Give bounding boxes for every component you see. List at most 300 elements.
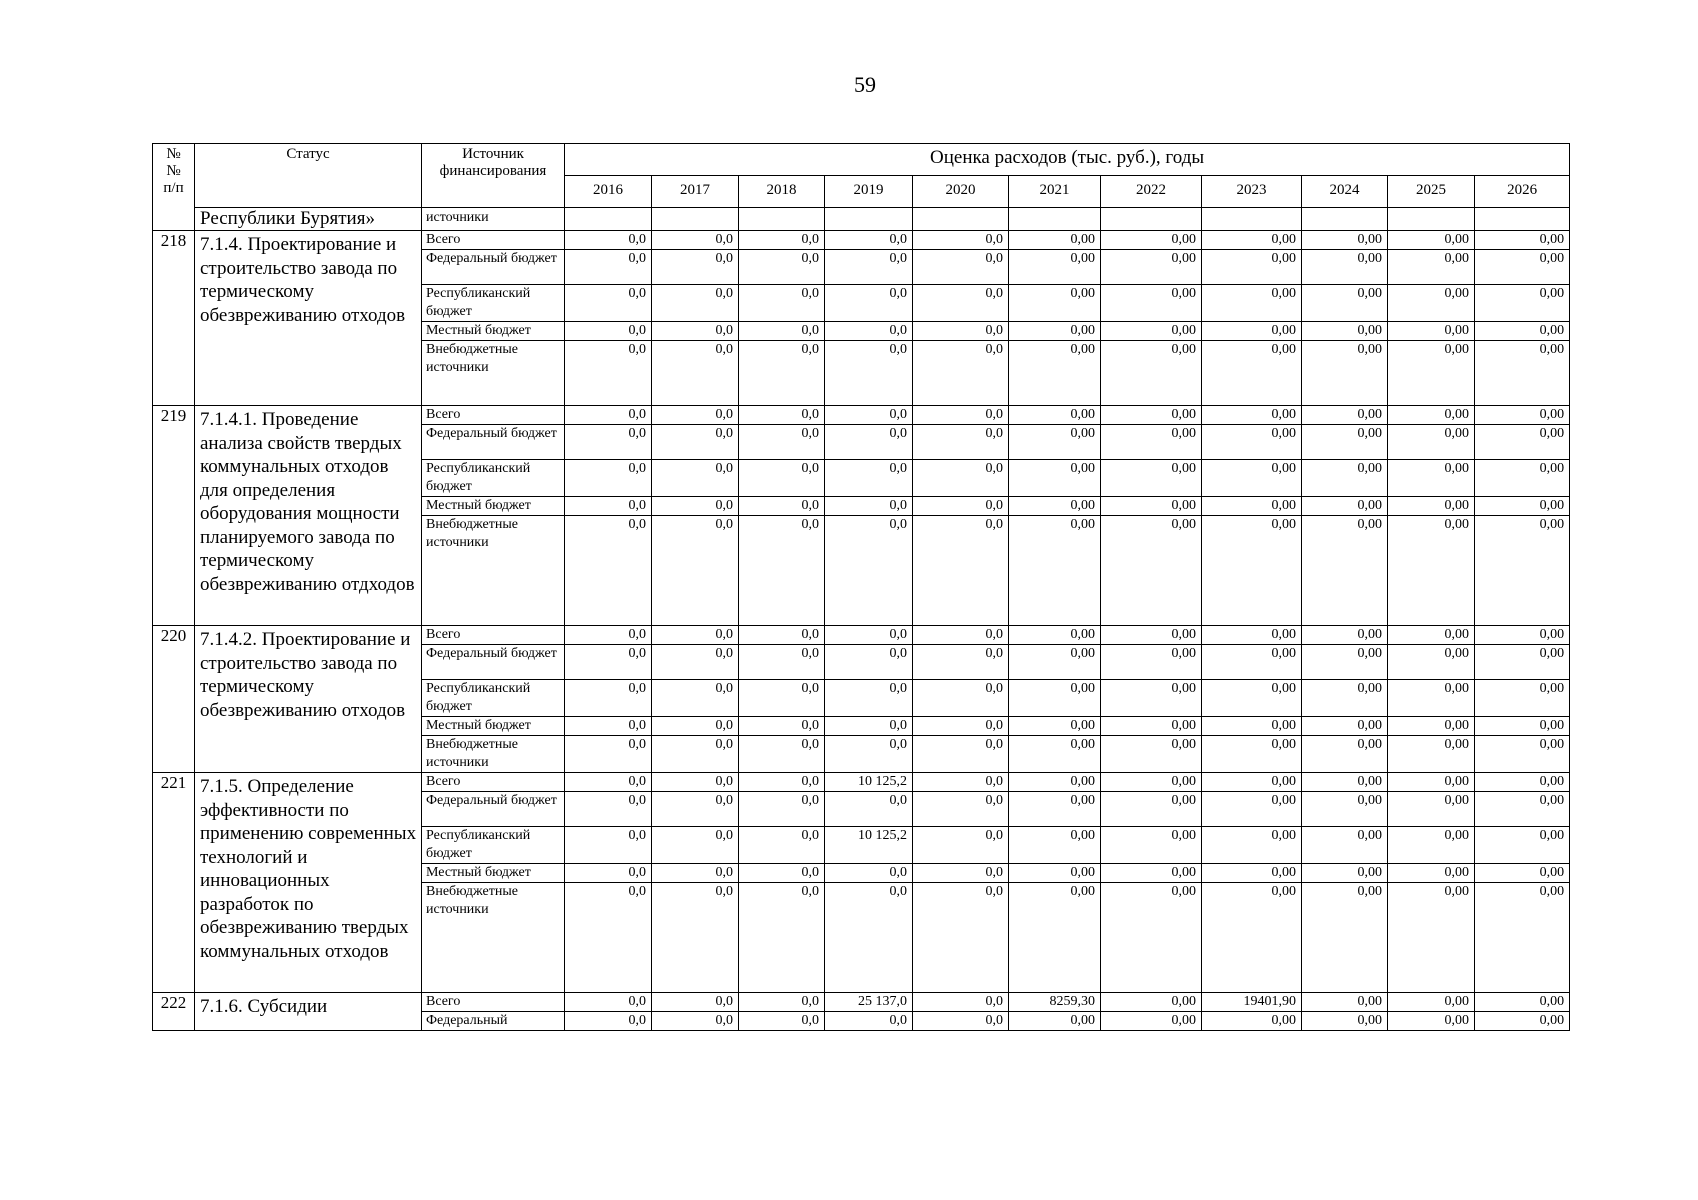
- value-cell: 0,00: [1302, 680, 1388, 717]
- header-num: № № п/п: [153, 144, 195, 231]
- value-cell: 0,0: [565, 406, 652, 425]
- value-cell: 0,0: [739, 406, 825, 425]
- value-cell: 0,00: [1388, 285, 1475, 322]
- value-cell: 0,00: [1302, 341, 1388, 406]
- value-cell: 0,00: [1388, 993, 1475, 1012]
- value-cell: 0,0: [825, 231, 913, 250]
- value-cell: 0,00: [1388, 827, 1475, 864]
- funding-source: Всего: [422, 626, 565, 645]
- value-cell: 0,00: [1101, 827, 1202, 864]
- value-cell: 0,0: [652, 322, 739, 341]
- value-cell: 0,00: [1202, 773, 1302, 792]
- value-cell: 0,0: [565, 864, 652, 883]
- value-cell: 0,0: [913, 497, 1009, 516]
- value-cell: 0,00: [1475, 773, 1570, 792]
- value-cell: 0,00: [1101, 773, 1202, 792]
- value-cell: 0,00: [1009, 827, 1101, 864]
- value-cell: 0,00: [1202, 516, 1302, 626]
- value-cell: 0,00: [1202, 497, 1302, 516]
- value-cell: 0,00: [1302, 864, 1388, 883]
- value-cell: 0,0: [913, 883, 1009, 993]
- value-cell: 0,00: [1302, 645, 1388, 680]
- table-row: [153, 231, 1570, 250]
- value-cell: 0,0: [739, 864, 825, 883]
- value-cell: 0,0: [825, 406, 913, 425]
- value-cell: 0,0: [652, 1012, 739, 1031]
- value-cell: 0,0: [652, 827, 739, 864]
- continuation-status: Республики Бурятия»: [195, 208, 422, 231]
- value-cell: 0,00: [1388, 680, 1475, 717]
- value-cell: 0,0: [913, 250, 1009, 285]
- value-cell: 0,0: [652, 864, 739, 883]
- funding-source: Федеральный: [422, 1012, 565, 1031]
- value-cell: 0,00: [1388, 773, 1475, 792]
- value-cell: 0,0: [565, 285, 652, 322]
- value-cell: 0,00: [1302, 827, 1388, 864]
- value-cell: 0,0: [913, 322, 1009, 341]
- value-cell: 0,00: [1302, 497, 1388, 516]
- row-number: 220: [153, 626, 195, 773]
- value-cell: 0,00: [1101, 250, 1202, 285]
- funding-source: Республиканский бюджет: [422, 460, 565, 497]
- value-cell: 0,00: [1009, 736, 1101, 773]
- value-cell: 0,00: [1101, 497, 1202, 516]
- funding-source: Федеральный бюджет: [422, 645, 565, 680]
- value-cell: 0,00: [1388, 626, 1475, 645]
- value-cell: 0,0: [739, 460, 825, 497]
- value-cell: 0,00: [1202, 827, 1302, 864]
- value-cell: 0,0: [739, 680, 825, 717]
- value-cell: 0,0: [739, 883, 825, 993]
- continuation-empty-cell: [1101, 208, 1202, 231]
- value-cell: 0,0: [825, 1012, 913, 1031]
- funding-source: Внебюджетные источники: [422, 883, 565, 993]
- value-cell: 0,0: [825, 680, 913, 717]
- value-cell: 0,00: [1302, 425, 1388, 460]
- value-cell: 0,0: [565, 792, 652, 827]
- value-cell: 0,00: [1388, 341, 1475, 406]
- value-cell: 0,00: [1101, 516, 1202, 626]
- value-cell: 0,0: [739, 516, 825, 626]
- value-cell: 0,00: [1202, 626, 1302, 645]
- row-number: 222: [153, 993, 195, 1031]
- value-cell: 10 125,2: [825, 827, 913, 864]
- value-cell: 0,00: [1475, 250, 1570, 285]
- value-cell: 0,0: [913, 516, 1009, 626]
- header-year-2024: 2024: [1302, 176, 1388, 208]
- value-cell: 0,0: [825, 285, 913, 322]
- value-cell: 0,00: [1388, 516, 1475, 626]
- value-cell: 0,00: [1202, 717, 1302, 736]
- value-cell: 0,00: [1101, 1012, 1202, 1031]
- value-cell: 0,0: [913, 341, 1009, 406]
- value-cell: 0,00: [1388, 250, 1475, 285]
- value-cell: 0,00: [1202, 285, 1302, 322]
- continuation-empty-cell: [565, 208, 652, 231]
- header-source: Источник финансирования: [422, 144, 565, 208]
- value-cell: 0,0: [825, 792, 913, 827]
- value-cell: 0,0: [739, 645, 825, 680]
- value-cell: 0,00: [1202, 231, 1302, 250]
- value-cell: 0,0: [652, 406, 739, 425]
- value-cell: 0,0: [825, 883, 913, 993]
- value-cell: 0,00: [1009, 792, 1101, 827]
- value-cell: 0,0: [565, 460, 652, 497]
- value-cell: 0,0: [739, 497, 825, 516]
- value-cell: 0,00: [1009, 250, 1101, 285]
- value-cell: 0,00: [1009, 1012, 1101, 1031]
- continuation-empty-cell: [739, 208, 825, 231]
- value-cell: 0,0: [739, 250, 825, 285]
- value-cell: 8259,30: [1009, 993, 1101, 1012]
- funding-source: Местный бюджет: [422, 717, 565, 736]
- value-cell: 0,0: [913, 406, 1009, 425]
- value-cell: 0,0: [913, 680, 1009, 717]
- value-cell: 0,0: [825, 645, 913, 680]
- value-cell: 0,0: [825, 425, 913, 460]
- funding-source: Всего: [422, 993, 565, 1012]
- value-cell: 0,0: [565, 1012, 652, 1031]
- value-cell: 0,00: [1475, 717, 1570, 736]
- funding-source: Федеральный бюджет: [422, 250, 565, 285]
- value-cell: 0,00: [1101, 460, 1202, 497]
- value-cell: 0,0: [652, 460, 739, 497]
- value-cell: 0,0: [913, 792, 1009, 827]
- value-cell: 0,00: [1302, 883, 1388, 993]
- value-cell: 0,00: [1388, 864, 1475, 883]
- value-cell: 0,0: [913, 231, 1009, 250]
- value-cell: 0,00: [1101, 341, 1202, 406]
- value-cell: 0,0: [913, 864, 1009, 883]
- value-cell: 19401,90: [1202, 993, 1302, 1012]
- value-cell: 0,00: [1475, 864, 1570, 883]
- value-cell: 0,00: [1388, 792, 1475, 827]
- value-cell: 0,00: [1101, 736, 1202, 773]
- value-cell: 0,00: [1475, 231, 1570, 250]
- value-cell: 0,00: [1388, 717, 1475, 736]
- row-status: 7.1.4.1. Проведение анализа свойств твердых коммунальных отходов для определения оборудования мощности планируемого завода по термическому обезвреживанию отдходов: [195, 406, 422, 626]
- funding-source: Федеральный бюджет: [422, 792, 565, 827]
- header-year-2023: 2023: [1202, 176, 1302, 208]
- value-cell: 0,00: [1302, 773, 1388, 792]
- value-cell: 0,00: [1101, 425, 1202, 460]
- value-cell: 0,00: [1475, 285, 1570, 322]
- value-cell: 0,00: [1302, 406, 1388, 425]
- value-cell: 0,00: [1388, 883, 1475, 993]
- value-cell: 0,00: [1302, 1012, 1388, 1031]
- value-cell: 0,0: [652, 773, 739, 792]
- value-cell: 0,0: [825, 864, 913, 883]
- row-status: 7.1.6. Субсидии: [195, 993, 422, 1031]
- value-cell: 0,00: [1202, 1012, 1302, 1031]
- value-cell: 0,0: [913, 626, 1009, 645]
- continuation-empty-cell: [1009, 208, 1101, 231]
- value-cell: 0,0: [739, 993, 825, 1012]
- value-cell: 0,00: [1009, 322, 1101, 341]
- value-cell: 0,0: [652, 717, 739, 736]
- value-cell: 0,0: [739, 322, 825, 341]
- value-cell: 0,0: [565, 497, 652, 516]
- value-cell: 0,0: [913, 993, 1009, 1012]
- header-year-2019: 2019: [825, 176, 913, 208]
- value-cell: 0,00: [1475, 883, 1570, 993]
- row-status: 7.1.4. Проектирование и строительство завода по термическому обезвреживанию отходов: [195, 231, 422, 406]
- value-cell: 0,0: [565, 717, 652, 736]
- value-cell: 0,0: [652, 736, 739, 773]
- header-year-2018: 2018: [739, 176, 825, 208]
- value-cell: 0,00: [1009, 645, 1101, 680]
- value-cell: 0,00: [1388, 1012, 1475, 1031]
- value-cell: 0,00: [1475, 626, 1570, 645]
- header-year-2025: 2025: [1388, 176, 1475, 208]
- value-cell: 0,0: [565, 993, 652, 1012]
- table-row: [153, 626, 1570, 645]
- value-cell: 0,00: [1388, 736, 1475, 773]
- value-cell: 0,00: [1202, 645, 1302, 680]
- value-cell: 0,00: [1202, 341, 1302, 406]
- funding-source: Местный бюджет: [422, 497, 565, 516]
- value-cell: 0,00: [1009, 231, 1101, 250]
- value-cell: 0,0: [913, 717, 1009, 736]
- value-cell: 0,00: [1101, 406, 1202, 425]
- value-cell: 0,0: [825, 516, 913, 626]
- value-cell: 0,00: [1475, 680, 1570, 717]
- value-cell: 0,00: [1302, 322, 1388, 341]
- value-cell: 0,0: [652, 341, 739, 406]
- value-cell: 0,0: [565, 626, 652, 645]
- value-cell: 0,0: [652, 516, 739, 626]
- value-cell: 0,00: [1302, 231, 1388, 250]
- header-status: Статус: [195, 144, 422, 208]
- budget-table: [152, 143, 1570, 1031]
- value-cell: 0,00: [1101, 864, 1202, 883]
- value-cell: 0,0: [913, 773, 1009, 792]
- value-cell: 0,00: [1101, 645, 1202, 680]
- value-cell: 0,0: [652, 645, 739, 680]
- row-number: 218: [153, 231, 195, 406]
- value-cell: 0,0: [739, 425, 825, 460]
- value-cell: 0,0: [739, 717, 825, 736]
- continuation-empty-cell: [913, 208, 1009, 231]
- value-cell: 0,00: [1475, 322, 1570, 341]
- value-cell: 0,0: [565, 883, 652, 993]
- value-cell: 0,00: [1475, 406, 1570, 425]
- value-cell: 0,00: [1009, 773, 1101, 792]
- value-cell: 0,00: [1475, 460, 1570, 497]
- header-title: Оценка расходов (тыс. руб.), годы: [565, 144, 1570, 176]
- value-cell: 0,0: [739, 1012, 825, 1031]
- value-cell: 0,00: [1302, 516, 1388, 626]
- value-cell: 0,00: [1101, 231, 1202, 250]
- value-cell: 0,0: [739, 626, 825, 645]
- value-cell: 0,0: [652, 680, 739, 717]
- value-cell: 0,00: [1475, 736, 1570, 773]
- value-cell: 0,00: [1202, 250, 1302, 285]
- funding-source: Местный бюджет: [422, 322, 565, 341]
- continuation-source: источники: [422, 208, 565, 231]
- value-cell: 0,00: [1202, 406, 1302, 425]
- value-cell: 0,0: [825, 460, 913, 497]
- funding-source: Федеральный бюджет: [422, 425, 565, 460]
- continuation-empty-cell: [1302, 208, 1388, 231]
- value-cell: 0,0: [739, 736, 825, 773]
- value-cell: 0,00: [1101, 883, 1202, 993]
- value-cell: 0,00: [1202, 792, 1302, 827]
- funding-source: Республиканский бюджет: [422, 285, 565, 322]
- value-cell: 0,00: [1009, 626, 1101, 645]
- value-cell: 0,00: [1302, 993, 1388, 1012]
- continuation-empty-cell: [1388, 208, 1475, 231]
- funding-source: Внебюджетные источники: [422, 516, 565, 626]
- value-cell: 0,0: [565, 425, 652, 460]
- value-cell: 0,00: [1202, 322, 1302, 341]
- value-cell: 0,00: [1475, 516, 1570, 626]
- page-number: 59: [854, 72, 876, 97]
- value-cell: 10 125,2: [825, 773, 913, 792]
- value-cell: 0,00: [1009, 717, 1101, 736]
- value-cell: 0,00: [1302, 250, 1388, 285]
- header-year-2020: 2020: [913, 176, 1009, 208]
- table-row: [153, 993, 1570, 1012]
- value-cell: 0,00: [1009, 406, 1101, 425]
- value-cell: 0,00: [1388, 645, 1475, 680]
- row-status: 7.1.5. Определение эффективности по применению современных технологий и инновационных разработок по обезвреживанию твердых коммунальных отходов: [195, 773, 422, 993]
- value-cell: 0,00: [1475, 993, 1570, 1012]
- value-cell: 0,0: [565, 680, 652, 717]
- value-cell: 0,00: [1388, 497, 1475, 516]
- continuation-empty-cell: [1202, 208, 1302, 231]
- value-cell: 25 137,0: [825, 993, 913, 1012]
- value-cell: 0,00: [1202, 460, 1302, 497]
- value-cell: 0,0: [825, 626, 913, 645]
- value-cell: 0,00: [1302, 792, 1388, 827]
- value-cell: 0,00: [1101, 993, 1202, 1012]
- value-cell: 0,0: [913, 425, 1009, 460]
- value-cell: 0,00: [1302, 626, 1388, 645]
- value-cell: 0,0: [652, 231, 739, 250]
- value-cell: 0,0: [825, 497, 913, 516]
- header-year-2026: 2026: [1475, 176, 1570, 208]
- value-cell: 0,0: [652, 792, 739, 827]
- continuation-empty-cell: [652, 208, 739, 231]
- funding-source: Внебюджетные источники: [422, 341, 565, 406]
- value-cell: 0,00: [1475, 341, 1570, 406]
- funding-source: Республиканский бюджет: [422, 827, 565, 864]
- value-cell: 0,0: [739, 792, 825, 827]
- value-cell: 0,0: [739, 827, 825, 864]
- value-cell: 0,00: [1009, 680, 1101, 717]
- value-cell: 0,00: [1009, 497, 1101, 516]
- value-cell: 0,0: [913, 460, 1009, 497]
- value-cell: 0,00: [1101, 322, 1202, 341]
- funding-source: Всего: [422, 773, 565, 792]
- value-cell: 0,0: [739, 285, 825, 322]
- value-cell: 0,00: [1202, 736, 1302, 773]
- value-cell: 0,0: [565, 736, 652, 773]
- value-cell: 0,00: [1475, 645, 1570, 680]
- row-status: 7.1.4.2. Проектирование и строительство завода по термическому обезвреживанию отходов: [195, 626, 422, 773]
- value-cell: 0,0: [652, 250, 739, 285]
- value-cell: 0,0: [565, 250, 652, 285]
- value-cell: 0,0: [565, 322, 652, 341]
- row-number: 219: [153, 406, 195, 626]
- value-cell: 0,0: [913, 827, 1009, 864]
- value-cell: 0,00: [1388, 231, 1475, 250]
- funding-source: Местный бюджет: [422, 864, 565, 883]
- continuation-empty-cell: [825, 208, 913, 231]
- value-cell: 0,00: [1202, 864, 1302, 883]
- value-cell: 0,00: [1009, 864, 1101, 883]
- value-cell: 0,0: [652, 425, 739, 460]
- value-cell: 0,0: [739, 231, 825, 250]
- value-cell: 0,00: [1101, 717, 1202, 736]
- value-cell: 0,00: [1009, 883, 1101, 993]
- continuation-empty-cell: [1475, 208, 1570, 231]
- value-cell: 0,00: [1475, 497, 1570, 516]
- value-cell: 0,00: [1101, 626, 1202, 645]
- header-year-2017: 2017: [652, 176, 739, 208]
- header-year-2021: 2021: [1009, 176, 1101, 208]
- value-cell: 0,0: [565, 231, 652, 250]
- value-cell: 0,0: [565, 773, 652, 792]
- value-cell: 0,0: [565, 516, 652, 626]
- value-cell: 0,0: [652, 497, 739, 516]
- value-cell: 0,0: [825, 250, 913, 285]
- funding-source: Республиканский бюджет: [422, 680, 565, 717]
- value-cell: 0,0: [913, 1012, 1009, 1031]
- value-cell: 0,0: [825, 717, 913, 736]
- row-number: 221: [153, 773, 195, 993]
- value-cell: 0,00: [1388, 406, 1475, 425]
- value-cell: 0,00: [1009, 341, 1101, 406]
- value-cell: 0,00: [1101, 680, 1202, 717]
- value-cell: 0,0: [652, 993, 739, 1012]
- value-cell: 0,0: [913, 736, 1009, 773]
- value-cell: 0,00: [1475, 425, 1570, 460]
- table-row: [153, 406, 1570, 425]
- value-cell: 0,00: [1101, 285, 1202, 322]
- value-cell: 0,0: [652, 285, 739, 322]
- value-cell: 0,0: [652, 883, 739, 993]
- value-cell: 0,00: [1009, 460, 1101, 497]
- value-cell: 0,0: [565, 341, 652, 406]
- value-cell: 0,00: [1009, 516, 1101, 626]
- value-cell: 0,0: [913, 285, 1009, 322]
- funding-source: Всего: [422, 231, 565, 250]
- value-cell: 0,00: [1388, 460, 1475, 497]
- value-cell: 0,0: [565, 645, 652, 680]
- value-cell: 0,00: [1202, 425, 1302, 460]
- value-cell: 0,00: [1101, 792, 1202, 827]
- value-cell: 0,0: [739, 341, 825, 406]
- value-cell: 0,0: [825, 341, 913, 406]
- value-cell: 0,0: [825, 736, 913, 773]
- value-cell: 0,00: [1475, 1012, 1570, 1031]
- value-cell: 0,00: [1388, 425, 1475, 460]
- value-cell: 0,00: [1202, 680, 1302, 717]
- value-cell: 0,00: [1202, 883, 1302, 993]
- value-cell: 0,00: [1302, 717, 1388, 736]
- value-cell: 0,0: [913, 645, 1009, 680]
- value-cell: 0,0: [739, 773, 825, 792]
- funding-source: Внебюджетные источники: [422, 736, 565, 773]
- value-cell: 0,00: [1388, 322, 1475, 341]
- value-cell: 0,0: [565, 827, 652, 864]
- header-year-2022: 2022: [1101, 176, 1202, 208]
- header-year-2016: 2016: [565, 176, 652, 208]
- funding-source: Всего: [422, 406, 565, 425]
- value-cell: 0,00: [1475, 792, 1570, 827]
